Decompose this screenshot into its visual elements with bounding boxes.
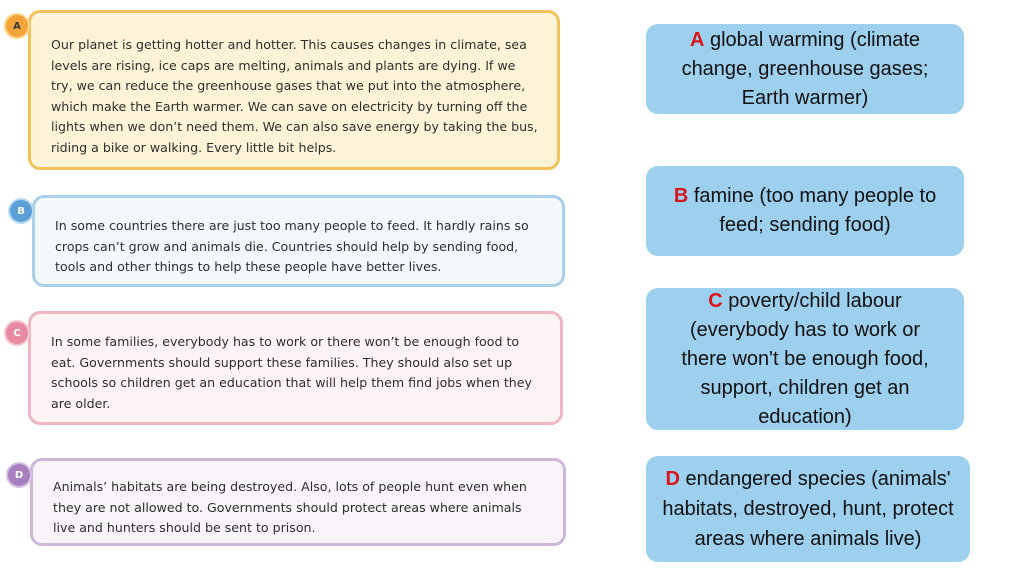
answer-d-text: endangered species (animals' habitats, destroyed, hunt, protect areas where animals live) [662,468,954,550]
card-a-text: Our planet is getting hotter and hotter. This causes changes in climate, sea levels are rising, ice caps are melting, animals and plants are dying. If we try, we can reduce the greenhouse gases that we put into the atmosphere, which make the Earth warmer. We can save on electricity by turning off the lights when we don’t need them. We can also save energy by taking the bus, riding a bike or walking. Every little bit helps. [51,37,538,155]
answer-box-c [646,288,964,430]
answer-c-content [666,287,944,432]
answer-b-letter: B [673,185,689,207]
letter-badge-a: A [4,13,30,39]
letter-badge-c: C [4,320,30,346]
answer-a-letter: A [689,28,705,51]
answer-box-b [646,166,964,256]
answer-b-content [656,182,954,240]
answer-c-letter: C [708,289,723,312]
text-card-b [32,195,565,287]
answer-c-text: poverty/child labour (everybody has to work or there won't be enough food, support, children get an education) [681,289,929,428]
letter-badge-d: D [6,462,32,488]
answer-d-letter: D [665,468,680,490]
answer-a-text: global warming (climate change, greenhouse gases; Earth warmer) [681,28,929,109]
card-b-text: In some countries there are just too many people to feed. It hardly rains so crops can’t grow and animals die. Countries should help by sending food, tools and other things to help these people have better lives. [55,218,529,274]
answer-box-a [646,24,964,114]
answer-box-d [646,456,970,562]
text-card-d [30,458,566,546]
answer-a-content [656,26,954,113]
answer-d-content [652,464,964,554]
text-card-c [28,311,563,425]
card-d-text: Animals’ habitats are being destroyed. Also, lots of people hunt even when they are not allowed to. Governments should protect areas where animals live and hunters should be sent to prison. [53,479,527,535]
text-card-a [28,10,560,170]
card-c-text: In some families, everybody has to work or there won’t be enough food to eat. Governments should support these families. They should also set up schools so children get an education that will help them find jobs when they are older. [51,334,532,411]
letter-badge-b: B [8,198,34,224]
answer-b-text: famine (too many people to feed; sending food) [688,185,937,236]
